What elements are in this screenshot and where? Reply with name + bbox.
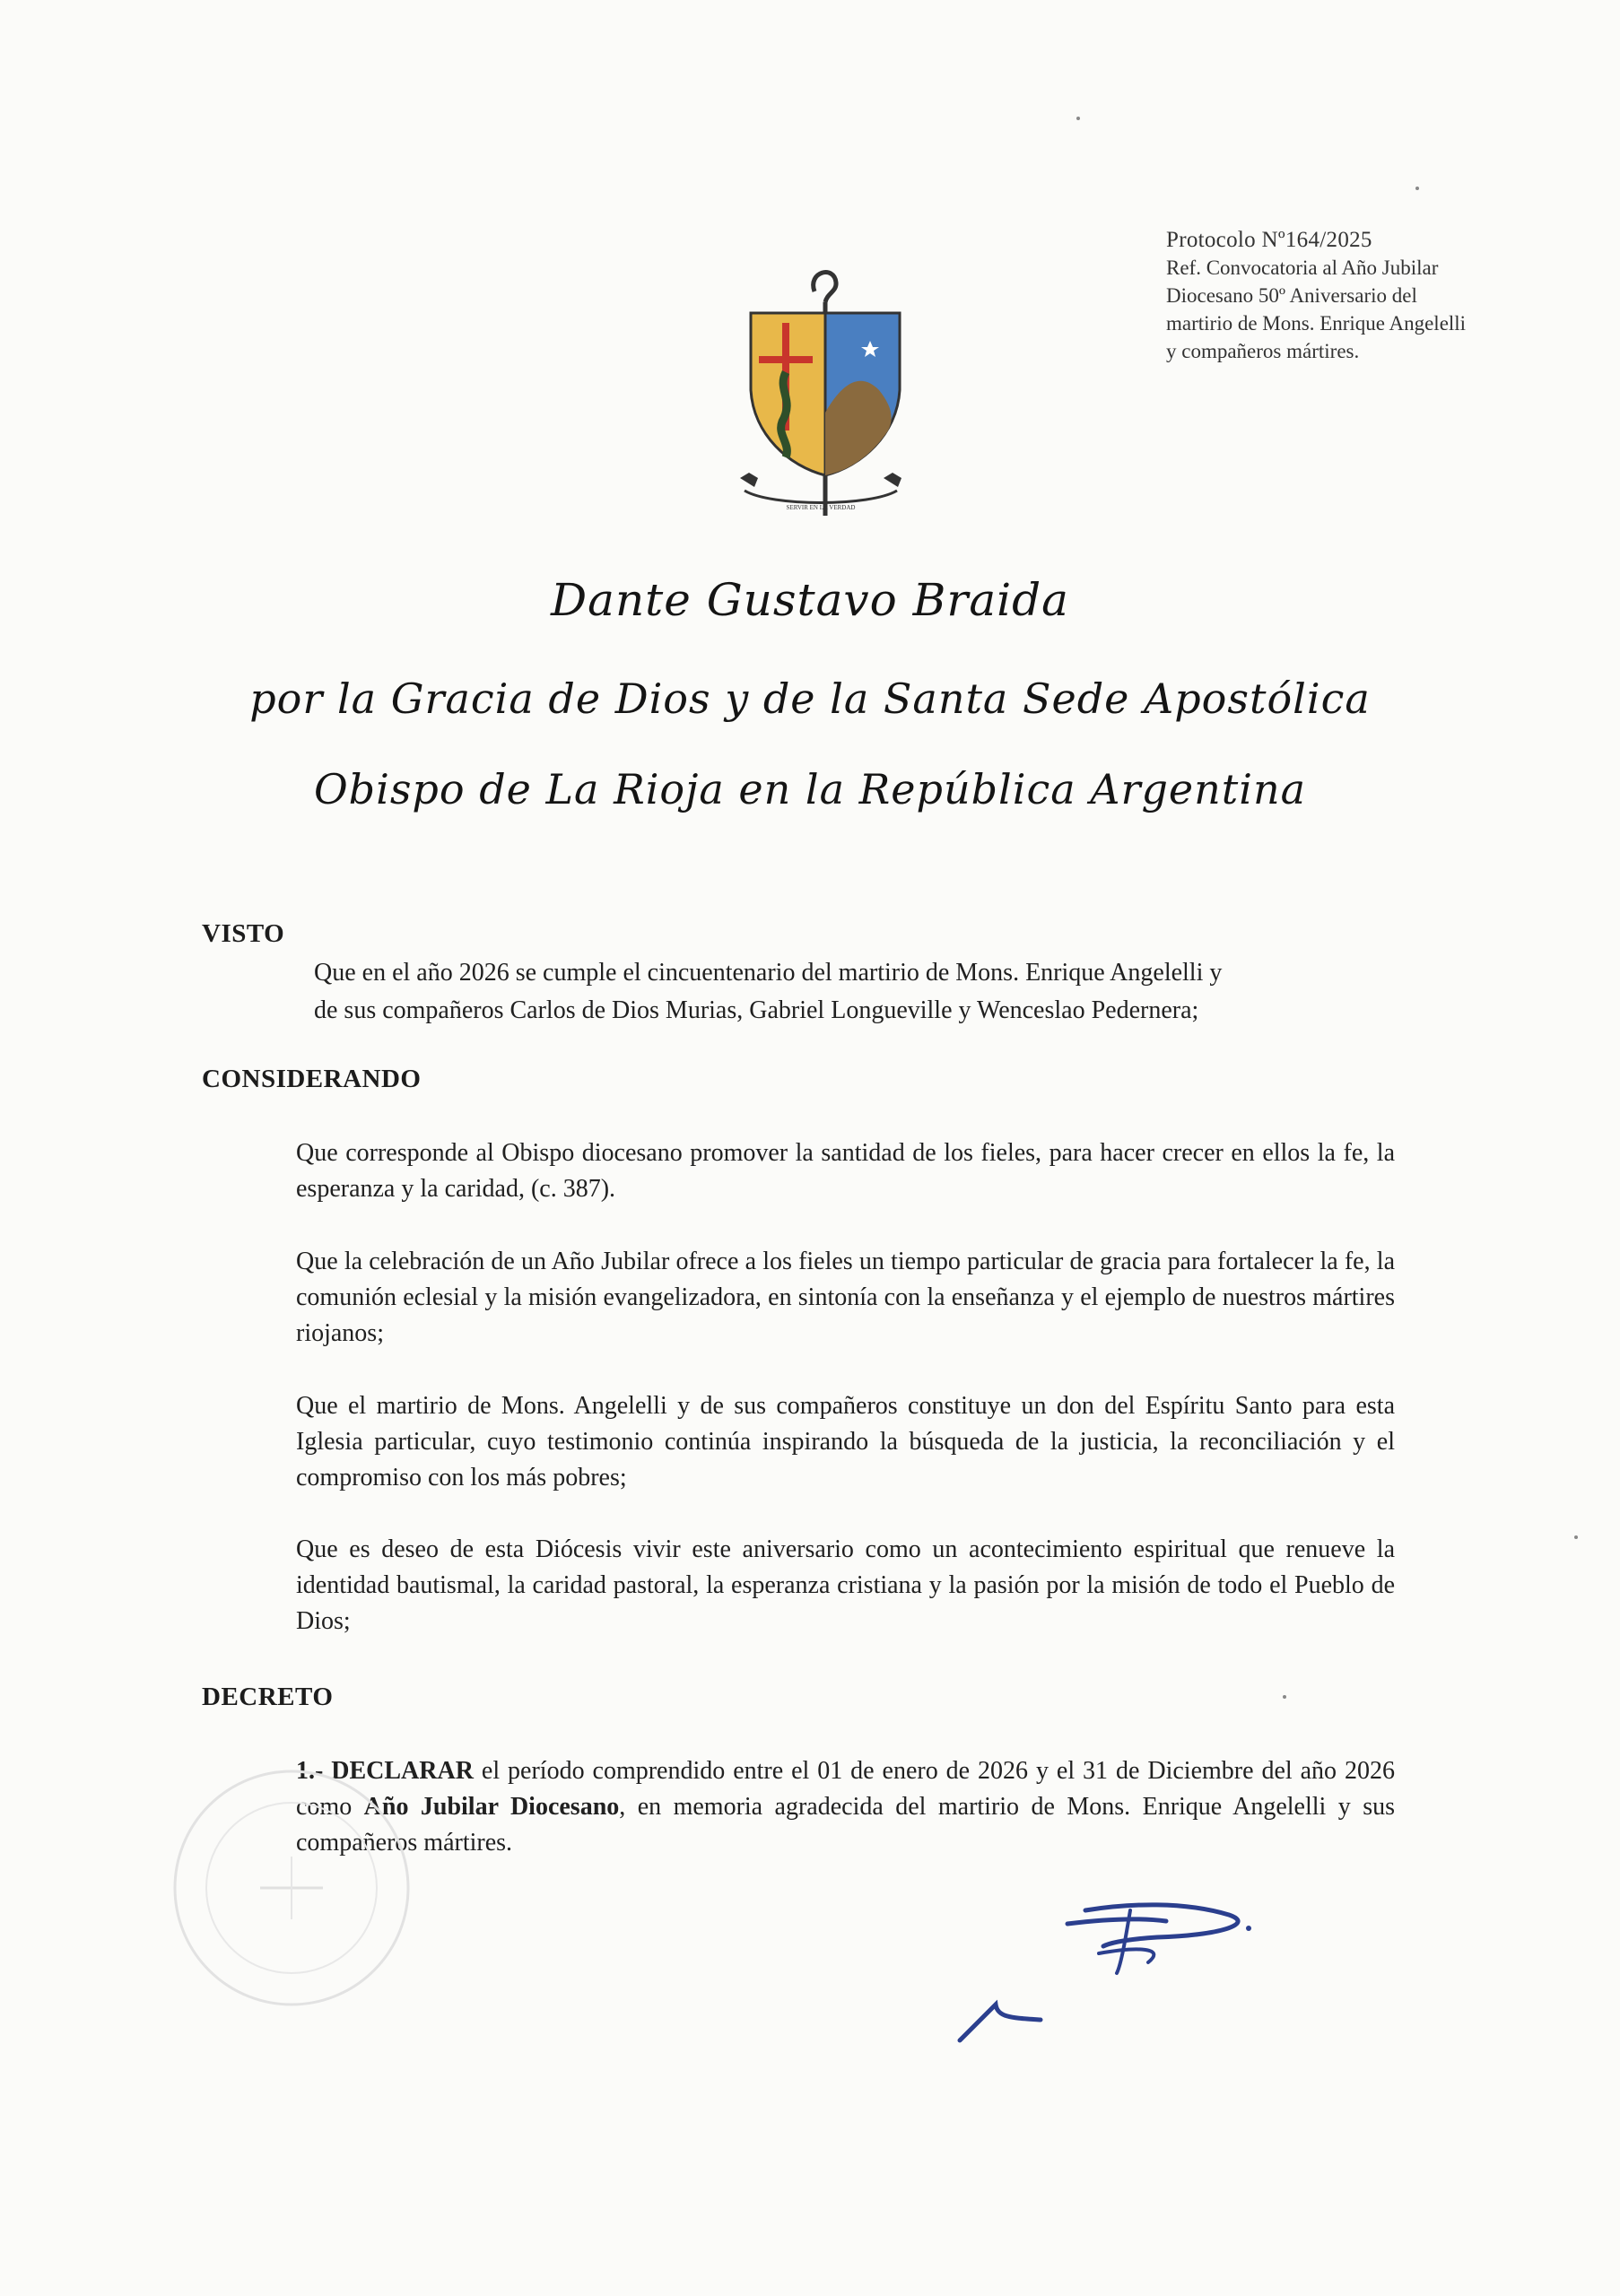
decreto-heading: DECRETO [202,1683,334,1711]
considerando-paragraph-1: Que corresponde al Obispo diocesano promover la santidad de los fieles, para hacer crecer en ellos la fe, la esperanza y la caridad, (c. 387). [296,1139,1395,1203]
coat-of-arms-icon [736,256,906,525]
decreto-item-1 [296,1753,1395,1861]
decreto-item-1-text-a: el período comprendido entre el 01 de enero de 2026 y el 31 de Diciembre del año 2026 como [296,1757,1395,1821]
considerando-heading: CONSIDERANDO [202,1065,422,1093]
decreto-item-1-text-b: , en memoria agradecida del martirio de Mons. Enrique Angelelli y sus compañeros mártires. [296,1793,1395,1857]
bishop-title-line-3: Obispo de La Rioja en la República Argentina [313,765,1307,813]
bishop-signature [933,1883,1292,2063]
visto-line-2: de sus compañeros Carlos de Dios Murias, Gabriel Longueville y Wenceslao Pedernera; [314,996,1199,1024]
scan-speck [1076,117,1080,120]
scan-speck [1283,1695,1286,1699]
decreto-item-1-number: 1.- [296,1757,332,1785]
decreto-item-1-verb: DECLARAR [331,1757,474,1785]
considerando-paragraph-3: Que el martirio de Mons. Angelelli y de sus compañeros constituye un don del Espíritu Santo para esta Iglesia particular, cuyo testimonio continúa inspirando la búsqueda de la justicia, la reconciliación y el compromiso con los más pobres; [296,1392,1395,1492]
reference-line-4: y compañeros mártires. [1166,340,1360,362]
faint-seal-stamp [161,1758,422,2018]
bishop-title-line-2: por la Gracia de Dios y de la Santa Sede Apostólica [249,674,1371,723]
visto-heading: VISTO [202,919,285,948]
considerando-paragraph-2: Que la celebración de un Año Jubilar ofrece a los fieles un tiempo particular de gracia para fortalecer la fe, la comunión eclesial y la misión evangelizadora, en sintonía con la enseñanza y el ejemplo de nuestros mártires riojanos; [296,1248,1395,1347]
bishop-name: Dante Gustavo Braida [551,574,1069,626]
reference-line-3: martirio de Mons. Enrique Angelelli [1166,312,1467,335]
reference-line-2: Diocesano 50º Aniversario del [1166,284,1417,307]
scan-speck [1574,1535,1578,1539]
reference-line-1: Ref. Convocatoria al Año Jubilar [1166,257,1439,279]
visto-line-1: Que en el año 2026 se cumple el cincuentenario del martirio de Mons. Enrique Angelelli y [314,959,1223,987]
scan-speck [1415,187,1419,190]
protocol-number: Protocolo Nº164/2025 [1166,228,1372,252]
considerando-paragraph-4: Que es deseo de esta Diócesis vivir este aniversario como un acontecimiento espiritual que renueve la identidad bautismal, la caridad pastoral, la esperanza cristiana y la pasión por la misión de todo el Pueblo de Dios; [296,1535,1395,1635]
decreto-item-1-bold-term: Año Jubilar Diocesano [363,1793,620,1821]
coat-motto: SERVIR EN LA VERDAD [786,504,856,511]
reference-block [1166,226,1543,365]
